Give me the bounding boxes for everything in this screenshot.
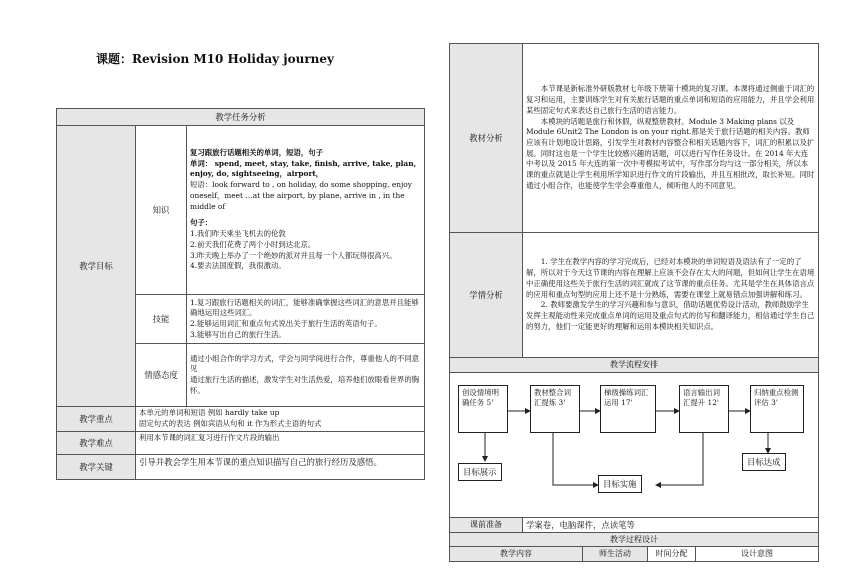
skills-label: 技能 bbox=[136, 295, 187, 344]
column-content: 教学内容 bbox=[450, 547, 583, 562]
material-label: 教材分析 bbox=[450, 44, 523, 233]
analysis-table bbox=[449, 43, 819, 562]
difficulty-content: 利用本节课的词汇复习进行作文片段的输出 bbox=[136, 432, 425, 455]
student-paragraph: 1. 学生在教学内容的学习完成后，已经对本模块的单词短语及语法有了一定的了解，所以对于今天这节课的内容在理解上应该不会存在太大的问题，但如何让学生在语境中正确使用这些关于旅行生活的词汇就成了这节课的重点任务。尤其是学生在具体语言点的应用和重点句型的应用上还不是十分熟练，需要在课堂上就易错点加强讲解和练习。 bbox=[526, 257, 815, 299]
key-point-item: 本单元的单词和短语 例如 hardly take up bbox=[139, 408, 280, 418]
key-method-content: 引导并教会学生用本节课的重点知识描写自己的旅行经历及感悟。 bbox=[136, 455, 425, 480]
prep-text: 学案卷，电脑课件，点读笔等 bbox=[523, 517, 819, 532]
flow-diagram bbox=[450, 373, 818, 517]
flow-step-2: 教材整合词汇提炼 3' bbox=[530, 385, 580, 433]
sentence-item: 1.我们昨天乘坐飞机去的伦敦 bbox=[190, 229, 286, 239]
knowledge-heading: 复习跟旅行话题相关的单词，短语，句子 bbox=[190, 147, 324, 157]
sentence-item: 3.昨天晚上举办了一个绝妙的派对并且每一个人都玩得很高兴。 bbox=[190, 250, 397, 260]
skill-item: 1.复习跟旅行话题相关的词汇，能够准确掌握这些词汇的意思并且能够确地运用这些词汇。 bbox=[190, 297, 419, 318]
flow-step-1: 创设情境明确任务 5' bbox=[458, 385, 508, 433]
key-points-content bbox=[136, 407, 425, 432]
sentences-heading: 句子： bbox=[190, 218, 213, 228]
task-analysis-table bbox=[56, 108, 425, 480]
emotion-content bbox=[187, 344, 425, 407]
skill-item: 2.能够运用词汇和重点句式说出关于旅行生活的英语句子。 bbox=[190, 319, 382, 328]
knowledge-words: 单词： spend, meet, stay, take, finish, arrive, take, plan, enjoy, do, sightseeing，airport， bbox=[190, 158, 417, 179]
column-intent: 设计意图 bbox=[696, 547, 819, 562]
goal-display-label: 目标展示 bbox=[458, 463, 502, 481]
difficulty-label: 教学难点 bbox=[57, 432, 136, 455]
flow-diagram-cell bbox=[450, 372, 819, 517]
goal-label: 教学目标 bbox=[57, 126, 136, 407]
flow-step-4: 语言输出词汇提升 12' bbox=[679, 385, 729, 433]
flow-step-3: 梯级操练词汇运用 17' bbox=[600, 385, 656, 433]
emotion-item: 通过旅行生活的描述，激发学生对生活热爱，培养他们放眼看世界的胸怀。 bbox=[190, 375, 420, 395]
flow-step-5: 归纳重点检测评估 3' bbox=[750, 385, 804, 433]
emotion-label: 情感态度 bbox=[136, 344, 187, 407]
column-time: 时间分配 bbox=[648, 547, 696, 562]
student-label: 学情分析 bbox=[450, 233, 523, 358]
skills-content bbox=[187, 295, 425, 344]
emotion-item: 通过小组合作的学习方式，学会与同学间进行合作，尊重他人的不同意见 bbox=[190, 353, 420, 374]
knowledge-phrases: 短语：look forward to , on holiday, do some shopping, enjoy oneself，meet …at the airport, by plane, arrive in , in the middle of bbox=[190, 180, 412, 211]
process-header: 教学过程设计 bbox=[450, 532, 819, 547]
knowledge-label: 知识 bbox=[136, 126, 187, 295]
material-content bbox=[523, 44, 819, 233]
key-method-label: 教学关键 bbox=[57, 455, 136, 480]
student-content bbox=[523, 233, 819, 358]
prep-label: 课前准备 bbox=[450, 517, 523, 532]
key-point-item: 固定句式的表达 例如宾语从句和 it 作为形式主语的句式 bbox=[139, 419, 322, 428]
flow-header: 教学流程安排 bbox=[450, 358, 819, 373]
material-paragraph: 本模块的话题是旅行和休假，纵观整册教材。Module 3 Making plans 以及 Module 6Unit2 The London is on your right.都是关于旅行话题的相关内容。教师应该有计划地设计思路，引发学生对教材内容整合和相关话题内容下，词汇的积累以及扩展。同时这也是一个学生比较感兴趣的话题，可以进行写作任务设计。在 2014 年大连中考以及 2015 年大连的第一次中考模拟考试中，写作部分均与这一部分相关，所以本课的重点就是让学生利用所学知识进行作文的片段输出，并且互相批改，取长补短。同时通过小组合作，也能使学生学会尊重他人，倾听他人的不同意见。 bbox=[526, 116, 815, 190]
sentence-item: 2.前天我们花费了两个小时到达北京。 bbox=[190, 239, 316, 249]
material-paragraph: 本节课是新标准外研版教材七年级下册第十模块的复习课。本课将通过侧重于词汇的复习和运用，主要训练学生对有关旅行话题的重点单词和短语的应用能力，并且学会利用某些固定句式来表达自己旅行生活的语言能力。 bbox=[526, 84, 815, 115]
goal-achieve-label: 目标达成 bbox=[742, 453, 786, 471]
goal-implement-label: 目标实施 bbox=[598, 475, 642, 493]
lesson-title: 课题：Revision M10 Holiday journey bbox=[95, 52, 335, 66]
student-paragraph: 2. 教师要激发学生的学习兴趣和参与意识，借助话题优势设计活动，教师鼓励学生发挥主观能动性来完成重点单词的运用及重点句式的仿写和翻译能力，相信通过学生自己的努力，他们一定能更好的理解和运用本模块相关知识点。 bbox=[526, 300, 815, 331]
column-activity: 师生活动 bbox=[583, 547, 648, 562]
sentence-item: 4.要去法国度假，我很激动。 bbox=[190, 261, 286, 271]
skill-item: 3.能够写出自己的旅行生活。 bbox=[190, 329, 286, 339]
knowledge-content bbox=[187, 126, 425, 295]
key-points-label: 教学重点 bbox=[57, 407, 136, 432]
task-analysis-header: 教学任务分析 bbox=[57, 109, 425, 126]
